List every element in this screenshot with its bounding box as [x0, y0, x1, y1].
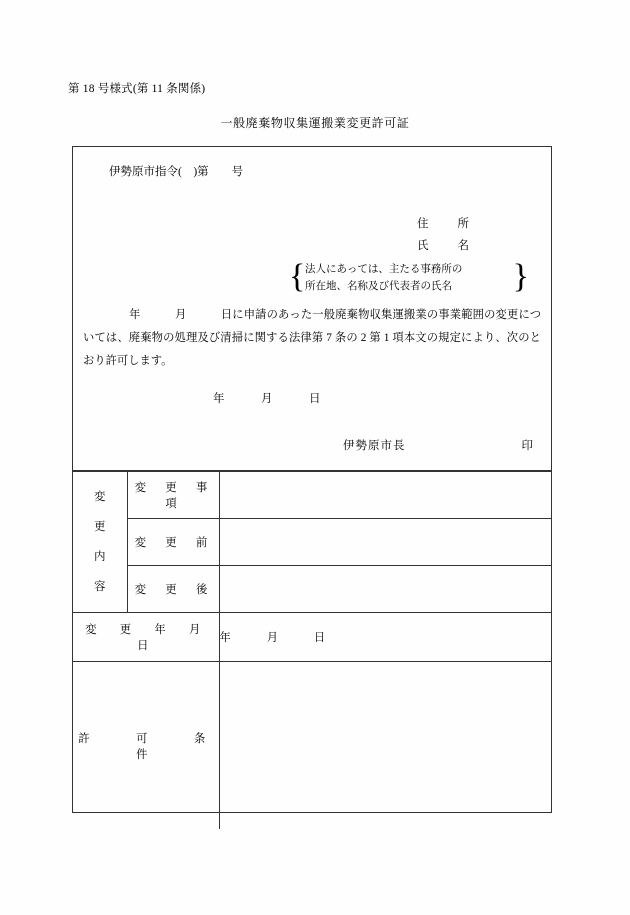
- change-after-label: 変 更 後: [127, 566, 219, 613]
- change-content-label: [73, 472, 127, 613]
- change-before-value[interactable]: [219, 519, 551, 566]
- change-date-value[interactable]: 年 月 日: [219, 613, 551, 662]
- form-number: 第 18 号様式(第 11 条関係): [68, 83, 206, 95]
- permit-form-box: [72, 146, 552, 813]
- body-paragraph: [83, 304, 541, 373]
- change-item-value[interactable]: [219, 472, 551, 519]
- permit-condition-value[interactable]: [219, 662, 551, 830]
- table-row: [73, 613, 551, 662]
- change-item-label: 変 更 事 項: [127, 472, 219, 519]
- table-row: [73, 519, 551, 566]
- corporate-note: [289, 259, 529, 299]
- table-row: [73, 566, 551, 613]
- brace-right-icon: }: [512, 258, 529, 295]
- mayor-title: 伊勢原市長: [343, 440, 406, 452]
- change-content-label-char-2: 内: [94, 551, 106, 563]
- permit-details-table: [73, 471, 551, 829]
- name-label: 氏 名: [417, 240, 471, 252]
- table-row: [73, 472, 551, 519]
- brace-left-icon: {: [289, 258, 306, 295]
- change-before-label: 変 更 前: [127, 519, 219, 566]
- change-content-label-char-3: 容: [94, 581, 106, 593]
- permit-number-line: 伊勢原市指令( )第 号: [109, 166, 244, 178]
- seal-mark: 印: [521, 440, 533, 452]
- change-content-label-char-1: 更: [94, 521, 106, 533]
- change-content-label-char-0: 変: [94, 491, 106, 503]
- change-date-label: 変 更 年 月 日: [73, 613, 219, 662]
- permit-condition-label: 許 可 条 件: [73, 662, 219, 830]
- issue-date: 年 月 日: [213, 393, 321, 405]
- corporate-note-text: [305, 261, 517, 295]
- document-title: 一般廃棄物収集運搬業変更許可証: [220, 116, 410, 130]
- corporate-note-line2: 所在地、名称及び代表者の氏名: [305, 281, 452, 292]
- address-label: 住 所: [417, 218, 471, 230]
- body-application-date: 年 月 日に申請のあった一般廃棄物収集運搬業の事業範囲の変更について: [83, 309, 541, 344]
- table-row: [73, 662, 551, 830]
- change-after-value[interactable]: [219, 566, 551, 613]
- permit-letter-section: [73, 147, 551, 471]
- body-main-text: は、廃棄物の処理及び清掃に関する法律第 7 条の 2 第 1 項本文の規定により、次のとおり許可します。: [83, 332, 541, 367]
- corporate-note-line1: 法人にあっては、主たる事務所の: [305, 264, 463, 275]
